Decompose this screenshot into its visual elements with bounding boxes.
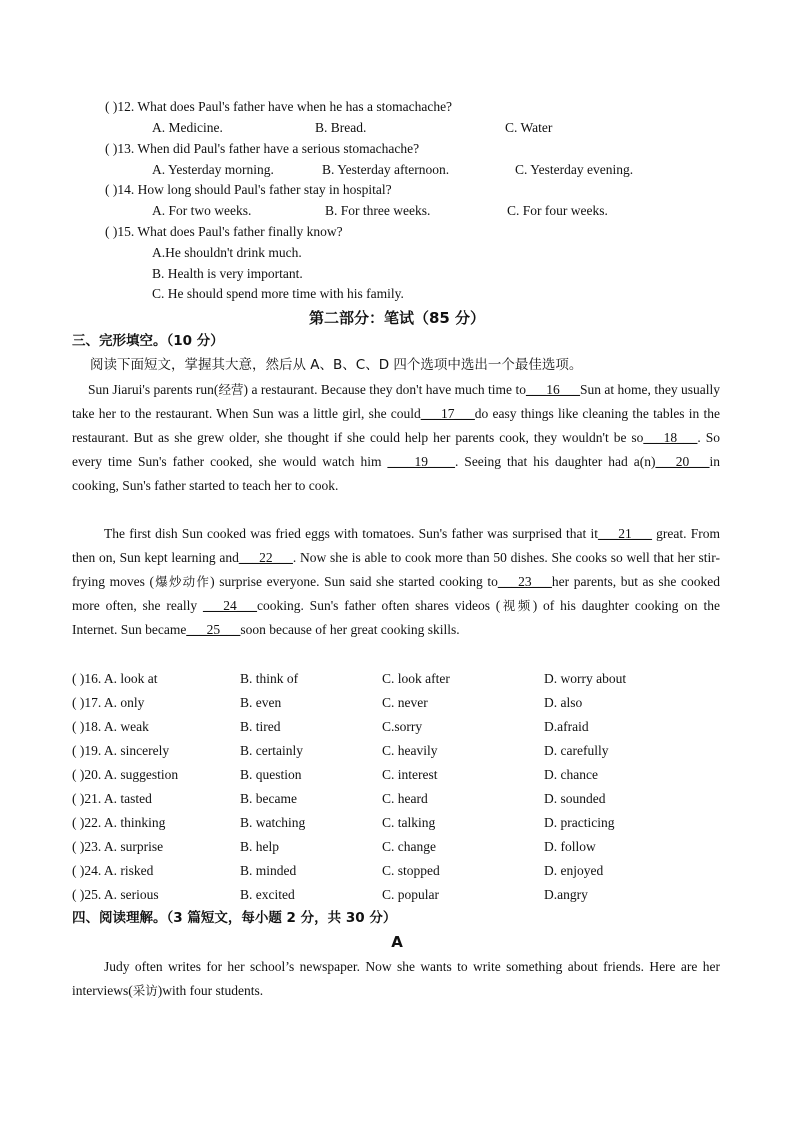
option-a: A. Yesterday morning.: [152, 162, 274, 177]
text: . Seeing that his daughter had a(n): [454, 454, 656, 469]
choice-option-d: D. worry about: [544, 671, 627, 686]
choice-option-d: D. also: [544, 695, 583, 710]
choice-row: [72, 693, 732, 715]
text: great. From then on, Sun kept learning and: [72, 526, 720, 565]
option-b: B. For three weeks.: [325, 203, 431, 218]
text: Sun at home, they usually take her to the restaurant. When Sun was a little girl, she could: [72, 382, 720, 421]
choice-row: [72, 813, 732, 835]
text: The first dish Sun cooked was fried eggs with tomatoes. Sun's father was surprised that it: [104, 526, 598, 541]
choice-option-d: D. follow: [544, 839, 596, 854]
text: ) surprise everyone. Sun said she started cooking to: [210, 574, 498, 589]
reading-paragraph-a: [72, 955, 720, 1003]
text: her parents, but as she cooked more often, she really: [72, 574, 721, 613]
choice-option-b: B. excited: [240, 887, 295, 902]
choice-option-c: C. popular: [382, 887, 439, 902]
blank-21: ___21___: [597, 526, 652, 541]
gloss: 经营: [218, 382, 244, 397]
choice-option-b: B. help: [240, 839, 279, 854]
choice-number-and-option-a: ( )23. A. surprise: [72, 839, 164, 854]
choice-option-c: C. change: [382, 839, 436, 854]
choice-number-and-option-a: ( )17. A. only: [72, 695, 145, 710]
choice-number-and-option-a: ( )19. A. sincerely: [72, 743, 170, 758]
choice-option-d: D.afraid: [544, 719, 589, 734]
option-c: C. For four weeks.: [507, 203, 608, 218]
text: Judy often writes for her school’s newspaper. Now she wants to write something about friends. Here are her interviews(: [72, 959, 720, 998]
blank-23: ___23___: [497, 574, 552, 589]
option-a: A. For two weeks.: [152, 203, 252, 218]
option-c: C. Yesterday evening.: [515, 162, 634, 177]
blank-25: ___25___: [186, 622, 241, 637]
text: ) a restaurant. Because they don't have much time to: [243, 382, 526, 397]
question-12: ( )12. What does Paul's father have when he has a stomachache?: [105, 99, 453, 114]
blank-16: ___16___: [525, 382, 580, 397]
option-b: B. Yesterday afternoon.: [322, 162, 450, 177]
choice-option-c: C. heavily: [382, 743, 438, 758]
choice-row: [72, 861, 732, 883]
choice-option-d: D. sounded: [544, 791, 606, 806]
choice-option-b: B. even: [240, 695, 282, 710]
question-13: ( )13. When did Paul's father have a serious stomachache?: [105, 141, 420, 156]
cloze-paragraph-2: [72, 522, 720, 642]
question-15: ( )15. What does Paul's father finally know?: [105, 224, 343, 239]
text: soon because of her great cooking skills.: [240, 622, 460, 637]
choice-number-and-option-a: ( )25. A. serious: [72, 887, 159, 902]
text: Sun Jiarui's parents run(: [88, 382, 219, 397]
question-15-option-c: C. He should spend more time with his family.: [152, 286, 404, 301]
blank-20: ___20___: [655, 454, 710, 469]
choice-option-b: B. watching: [240, 815, 306, 830]
choice-number-and-option-a: ( )21. A. tasted: [72, 791, 152, 806]
gloss: 采访: [132, 983, 158, 998]
choice-option-c: C. look after: [382, 671, 450, 686]
choice-option-d: D. practicing: [544, 815, 615, 830]
choice-option-c: C. talking: [382, 815, 436, 830]
choice-row: [72, 669, 732, 691]
choice-row: [72, 789, 732, 811]
choice-option-d: D. enjoyed: [544, 863, 604, 878]
blank-19: ____19____: [387, 454, 455, 469]
text: cooking. Sun's father often shares videos (: [256, 598, 501, 613]
choice-number-and-option-a: ( )24. A. risked: [72, 863, 154, 878]
choice-option-b: B. certainly: [240, 743, 303, 758]
blank-18: ___18___: [643, 430, 698, 445]
choice-option-c: C.sorry: [382, 719, 423, 734]
choice-option-c: C. stopped: [382, 863, 440, 878]
blank-22: ___22___: [238, 550, 293, 565]
choice-number-and-option-a: ( )20. A. suggestion: [72, 767, 179, 782]
question-14: ( )14. How long should Paul's father stay in hospital?: [105, 182, 392, 197]
choice-row: [72, 765, 732, 787]
choice-option-c: C. never: [382, 695, 428, 710]
choice-option-d: D. chance: [544, 767, 598, 782]
blank-24: ___24___: [202, 598, 257, 613]
part-title: 第二部分：笔试（85 分）: [308, 309, 486, 327]
choice-row: [72, 885, 732, 907]
passage-a-label: A: [391, 933, 403, 951]
text: do easy things like cleaning the tables in the restaurant. But as she grew older, she thought if she could help her parents cook, they wouldn't be so: [72, 406, 720, 445]
section3-instruction: 阅读下面短文，掌握其大意，然后从 A、B、C、D 四个选项中选出一个最佳选项。: [90, 357, 583, 373]
choice-option-c: C. heard: [382, 791, 428, 806]
choice-option-c: C. interest: [382, 767, 438, 782]
blank-17: ___17___: [420, 406, 475, 421]
gloss: 爆炒动作: [153, 574, 211, 589]
text: )with four students.: [157, 983, 264, 998]
choice-row: [72, 741, 732, 763]
section3-heading: 三、完形填空。（10 分）: [72, 333, 224, 349]
choice-number-and-option-a: ( )18. A. weak: [72, 719, 149, 734]
choice-option-b: B. think of: [240, 671, 299, 686]
text: . Now she is able to cook more than 50 dishes. She cooks so well that her stir-frying moves (: [72, 550, 720, 589]
choice-row: [72, 837, 732, 859]
choice-option-b: B. minded: [240, 863, 297, 878]
text: ) of his daughter cooking on the Internet. Sun became: [72, 598, 720, 637]
choice-number-and-option-a: ( )16. A. look at: [72, 671, 158, 686]
cloze-paragraph-1: [72, 378, 720, 498]
section4-heading: 四、阅读理解。（3 篇短文，每小题 2 分，共 30 分）: [72, 910, 397, 926]
choice-option-b: B. became: [240, 791, 297, 806]
choice-number-and-option-a: ( )22. A. thinking: [72, 815, 166, 830]
text: . So every time Sun's father cooked, she would watch him: [72, 430, 720, 469]
question-15-option-b: B. Health is very important.: [152, 266, 303, 281]
text: in cooking, Sun's father started to teach her to cook.: [72, 454, 720, 493]
choice-option-d: D. carefully: [544, 743, 609, 758]
option-b: B. Bread.: [315, 120, 367, 135]
question-15-option-a: A.He shouldn't drink much.: [152, 245, 302, 260]
choice-option-b: B. tired: [240, 719, 281, 734]
option-a: A. Medicine.: [152, 120, 223, 135]
choice-option-d: D.angry: [544, 887, 588, 902]
choice-option-b: B. question: [240, 767, 302, 782]
gloss: 视频: [500, 598, 533, 613]
choice-row: [72, 717, 732, 739]
option-c: C. Water: [505, 120, 553, 135]
